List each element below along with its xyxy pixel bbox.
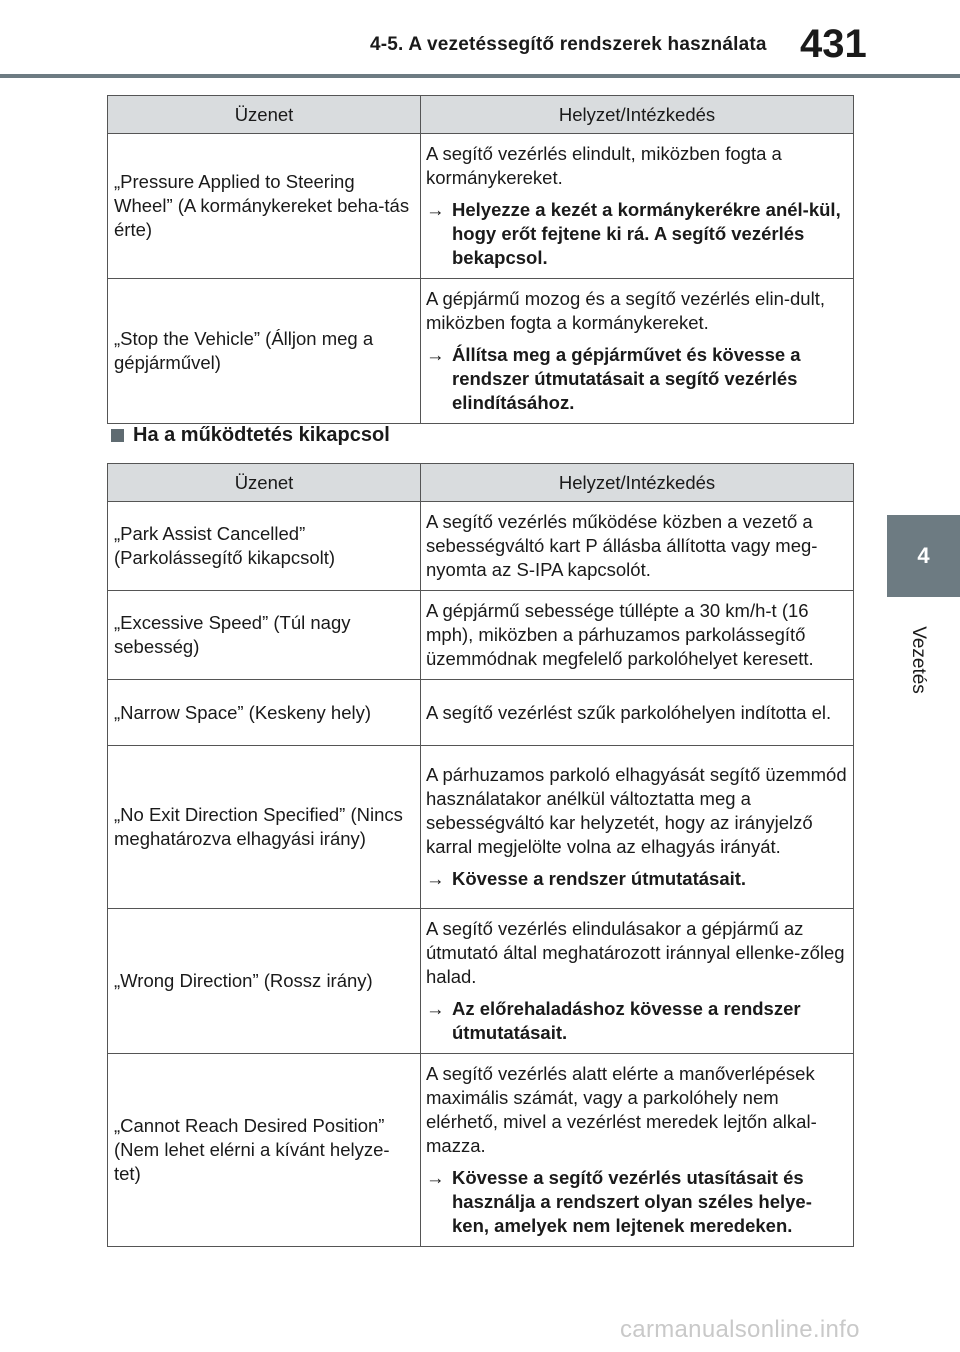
arrow-icon: → <box>426 998 445 1019</box>
table-header-row <box>108 464 854 502</box>
arrow-icon: → <box>426 344 445 365</box>
action-cell <box>421 591 854 680</box>
action-cell <box>421 909 854 1054</box>
message-cell: „Cannot Reach Desired Position” (Nem lehet elérni a kívánt helyze-tet) <box>108 1054 421 1247</box>
column-header-action: Helyzet/Intézkedés <box>421 96 854 134</box>
action-instruction <box>426 997 848 1045</box>
action-text: Kövesse a rendszer útmutatásait. <box>452 868 747 889</box>
situation-text: A segítő vezérlés elindult, miközben fogta a kormánykereket. <box>426 143 782 188</box>
table-row <box>108 502 854 591</box>
chapter-label-text: Vezetés <box>908 626 929 694</box>
message-cell: „Stop the Vehicle” (Álljon meg a gépjárművel) <box>108 279 421 424</box>
table-row <box>108 909 854 1054</box>
message-table-2 <box>107 463 854 1247</box>
header-title: 4-5. A vezetéssegítő rendszerek használata <box>370 34 767 55</box>
action-cell <box>421 502 854 591</box>
message-cell: „Pressure Applied to Steering Wheel” (A kormánykereket beha-tás érte) <box>108 134 421 279</box>
action-instruction <box>426 343 848 415</box>
situation-text: A gépjármű mozog és a segítő vezérlés elin-dult, miközben fogta a kormánykereket. <box>426 288 825 333</box>
column-header-message: Üzenet <box>108 96 421 134</box>
action-text: Kövesse a segítő vezérlés utasításait és használja a rendszert olyan széles helye-ken, amelyek nem lejtenek meredeken. <box>452 1167 812 1236</box>
action-instruction <box>426 1166 848 1238</box>
table-row <box>108 591 854 680</box>
situation-text: A segítő vezérlés elindulásakor a gépjármű az útmutató által meghatározott iránnyal ellenke-zőleg halad. <box>426 918 845 987</box>
watermark: carmanualsonline.info <box>620 1316 860 1343</box>
message-table-1 <box>107 95 854 424</box>
action-cell <box>421 746 854 909</box>
message-cell: „Excessive Speed” (Túl nagy sebesség) <box>108 591 421 680</box>
situation-text: A segítő vezérlés működése közben a vezető a sebességváltó kart P állásba állította vagy meg-nyomta az S-IPA kapcsolót. <box>426 511 818 580</box>
message-cell: „Narrow Space” (Keskeny hely) <box>108 680 421 746</box>
action-cell <box>421 1054 854 1247</box>
arrow-icon: → <box>426 199 445 220</box>
table-row <box>108 279 854 424</box>
arrow-icon: → <box>426 868 445 889</box>
arrow-icon: → <box>426 1167 445 1188</box>
section-heading <box>111 424 390 447</box>
column-header-message: Üzenet <box>108 464 421 502</box>
header-divider <box>0 74 960 78</box>
table-row <box>108 1054 854 1247</box>
column-header-action: Helyzet/Intézkedés <box>421 464 854 502</box>
table-row <box>108 134 854 279</box>
table-row <box>108 746 854 909</box>
action-text: Az előrehaladáshoz kövesse a rendszer útmutatásait. <box>452 998 801 1043</box>
chapter-tab <box>887 515 960 597</box>
situation-text: A segítő vezérlés alatt elérte a manőverlépések maximális számát, vagy a parkolóhely nem elérhető, mivel a vezérlést meredek lejtőn alkal-mazza. <box>426 1063 817 1156</box>
action-text: Helyezze a kezét a kormánykerékre anél-kül, hogy erőt fejtene ki rá. A segítő vezérlés bekapcsol. <box>452 199 841 268</box>
chapter-number: 4 <box>917 543 930 568</box>
message-cell: „Wrong Direction” (Rossz irány) <box>108 909 421 1054</box>
situation-text: A párhuzamos parkoló elhagyását segítő üzemmód használatakor anélkül változtatta meg a sebességváltó kar helyzetét, hogy az irányjelző karral megjelölte volna az elhagyás irányát. <box>426 764 847 857</box>
message-cell: „Park Assist Cancelled” (Parkolássegítő kikapcsolt) <box>108 502 421 591</box>
action-text: Állítsa meg a gépjárművet és kövesse a rendszer útmutatásait a segítő vezérlés elindításához. <box>452 344 801 413</box>
action-cell <box>421 680 854 746</box>
section-heading-text: Ha a működtetés kikapcsol <box>133 424 390 446</box>
action-cell <box>421 279 854 424</box>
situation-text: A gépjármű sebessége túllépte a 30 km/h-t (16 mph), miközben a párhuzamos parkolássegítő üzemmódnak megfelelő parkolóhelyet keresett. <box>426 600 814 669</box>
table-row <box>108 680 854 746</box>
message-cell: „No Exit Direction Specified” (Nincs meghatározva elhagyási irány) <box>108 746 421 909</box>
table-header-row <box>108 96 854 134</box>
situation-text: A segítő vezérlést szűk parkolóhelyen indította el. <box>426 701 832 723</box>
action-cell <box>421 134 854 279</box>
page-number: 431 <box>800 22 867 66</box>
action-instruction <box>426 198 848 270</box>
action-instruction <box>426 867 848 891</box>
square-bullet-icon <box>111 429 124 442</box>
chapter-label <box>898 610 938 710</box>
